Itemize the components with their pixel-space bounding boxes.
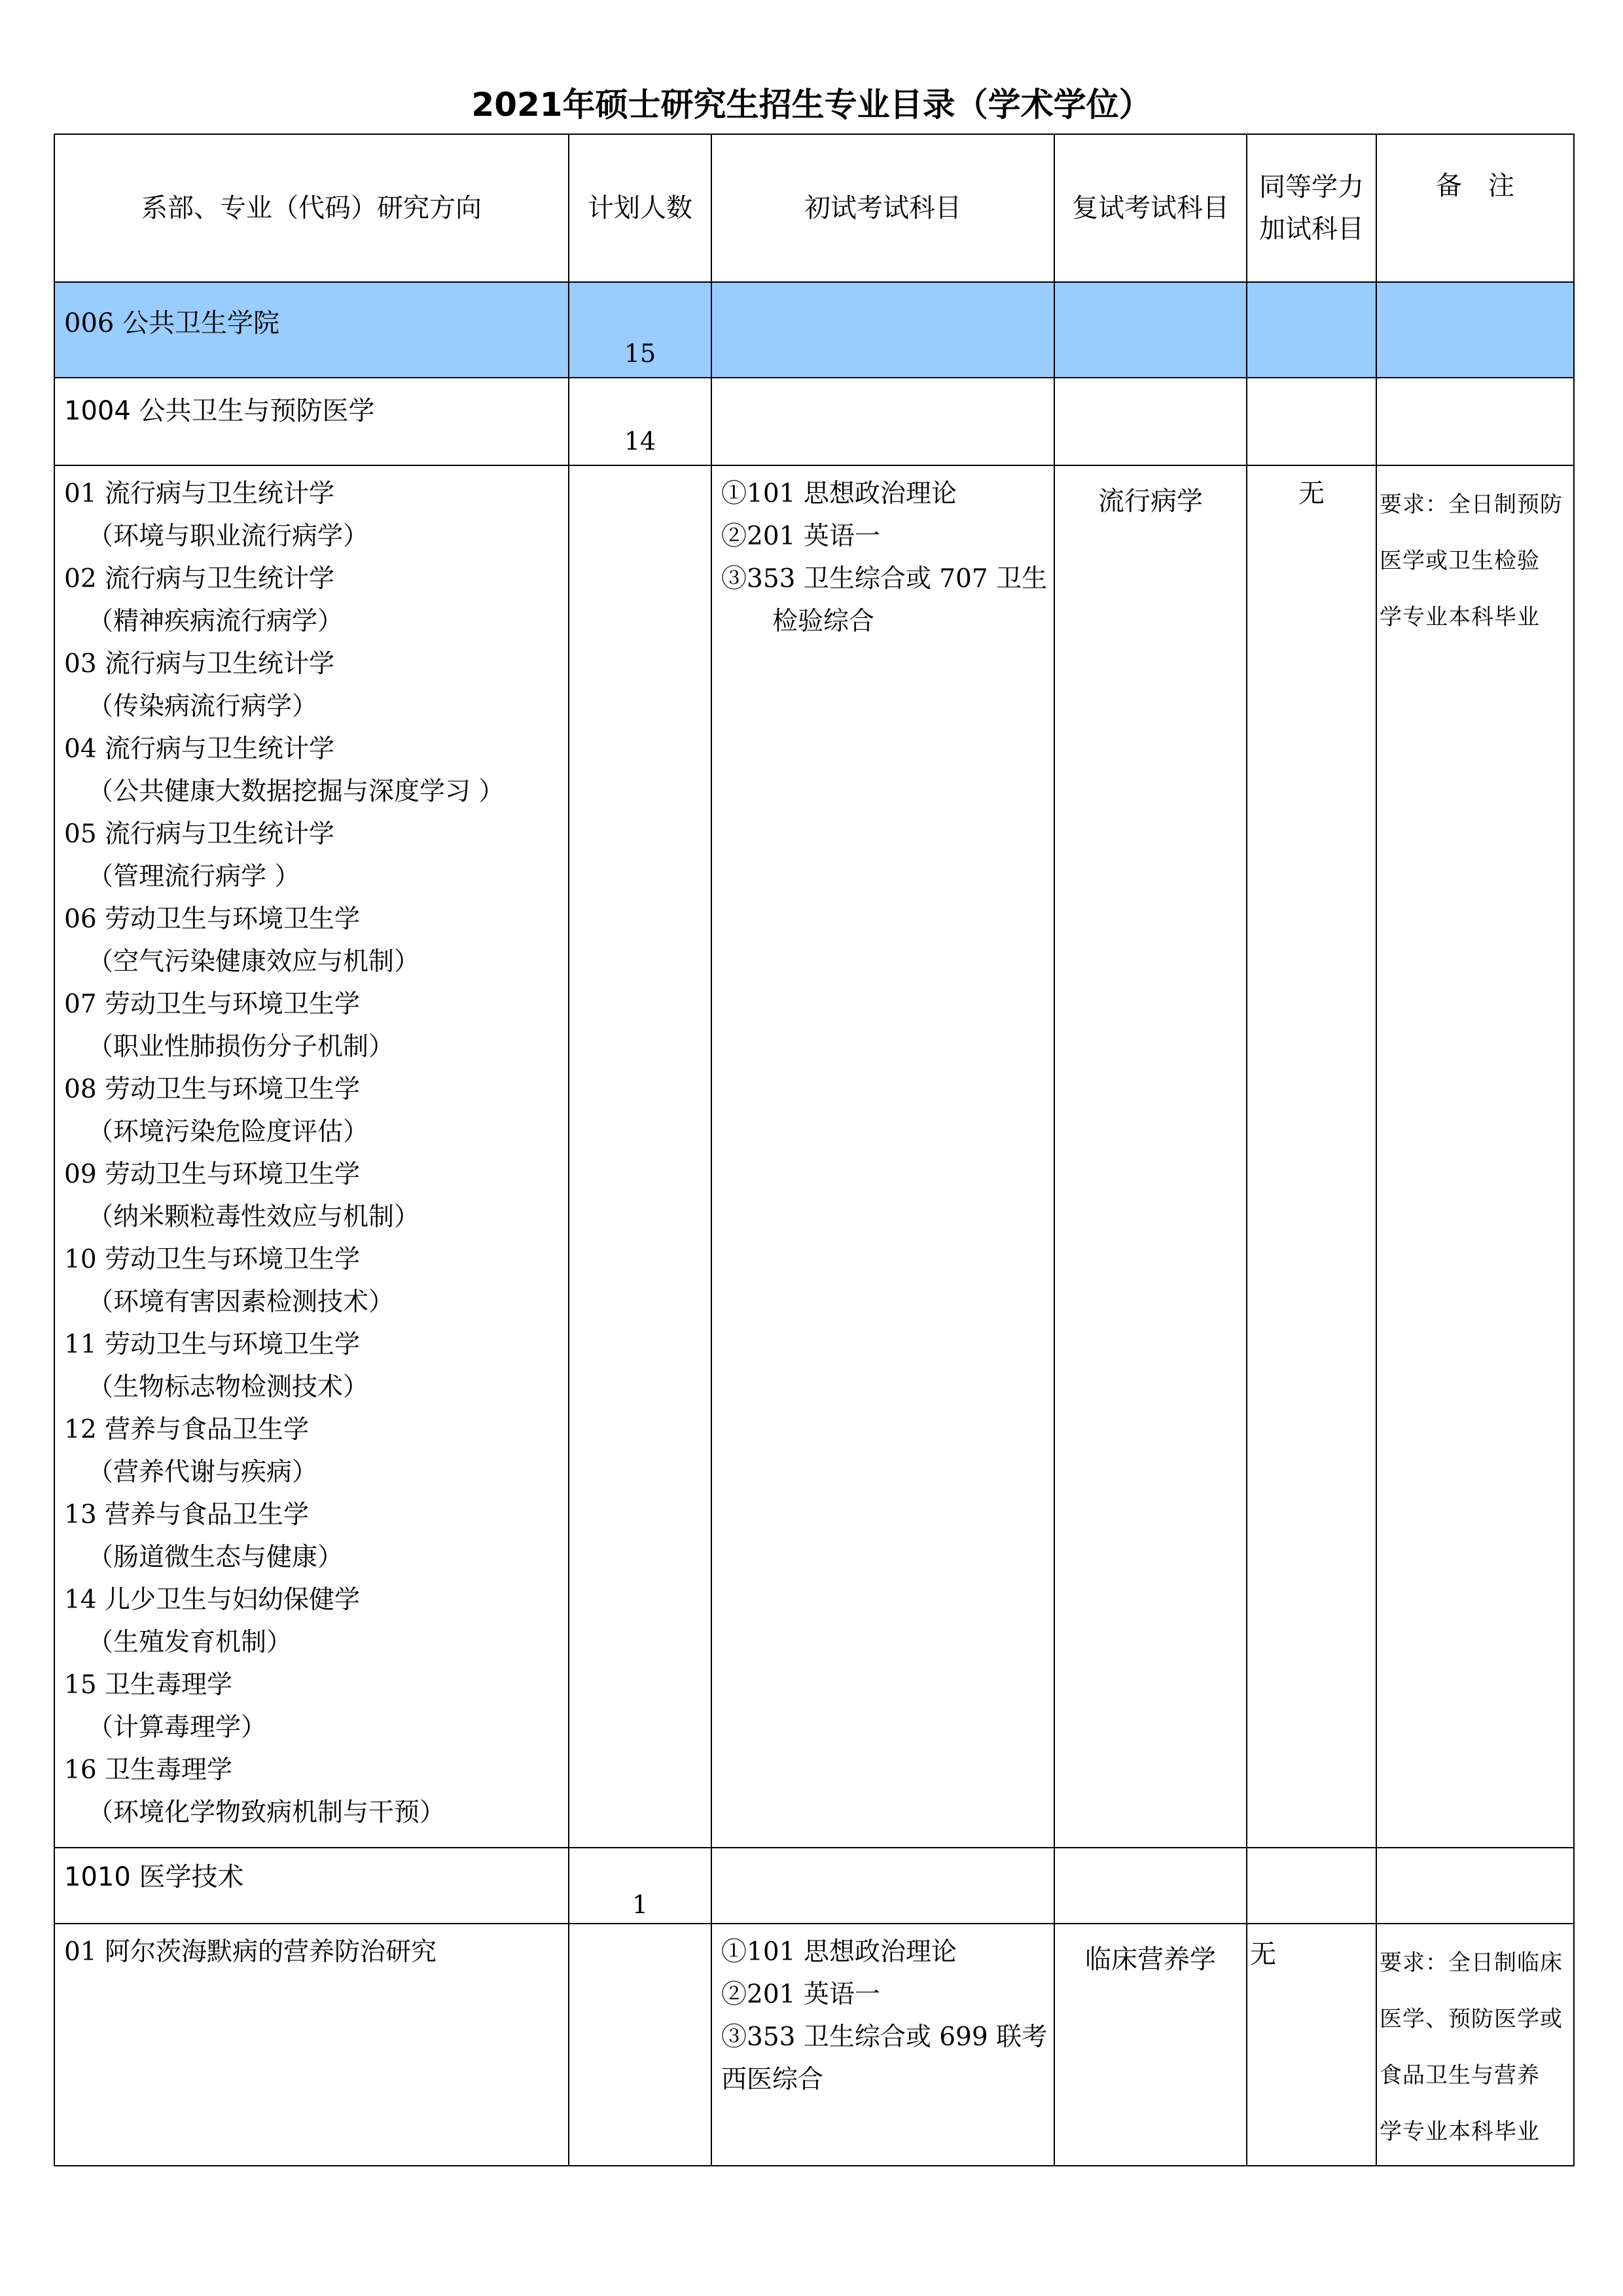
major-detail-row [54,1924,1574,2166]
exam-item: 检验综合 [772,607,875,636]
notes-cell [1376,1924,1574,2166]
page-title: 2021年硕士研究生招生专业目录（学术学位） [471,86,1152,124]
direction-sub: （营养代谢与疾病） [88,1458,318,1487]
direction-sub: （生殖发育机制） [88,1628,293,1657]
extra-exam: 无 [1247,465,1376,1848]
note-line: 医学、预防医学或 [1380,2006,1563,2032]
note-line: 学专业本科毕业 [1380,604,1540,630]
exam-item: ①101 思想政治理论 [721,479,957,509]
note-line: 食品卫生与营养 [1380,2062,1540,2089]
department-label: 006 公共卫生学院 [54,282,569,378]
major-detail-row [54,465,1574,1848]
direction-sub: （环境与职业流行病学） [88,522,369,551]
detail-plan-cell [569,1924,711,2166]
header-dept: 系部、专业（代码）研究方向 [54,134,569,282]
direction-sub: （生物标志物检测技术） [88,1372,369,1402]
major-row [54,1848,1574,1924]
major-label: 1010 医学技术 [54,1848,569,1924]
header-initial-exam: 初试考试科目 [711,134,1054,282]
direction-name: 16 卫生毒理学 [64,1755,233,1785]
direction-sub: （传染病流行病学） [88,692,318,721]
direction-sub: （空气污染健康效应与机制） [88,947,420,977]
note-line: 要求：全日制临床 [1380,1950,1563,1976]
header-plan: 计划人数 [569,134,711,282]
extra-exam: 无 [1247,1924,1376,2166]
header-row [54,134,1574,282]
exam-item: ②201 英语一 [721,1980,880,2009]
exam-item: ③353 卫生综合或 699 联考 [721,2022,1048,2052]
catalog-table [54,134,1575,2166]
direction-list [54,1924,569,2166]
major-row [54,378,1574,465]
header-notes: 备 注 [1376,134,1574,282]
department-plan: 15 [569,282,711,378]
department-row [54,282,1574,378]
header-extra-exam [1247,134,1376,282]
direction-name: 13 营养与食品卫生学 [64,1500,310,1530]
direction-name: 06 劳动卫生与环境卫生学 [64,905,361,934]
direction-sub: （公共健康大数据挖掘与深度学习 ） [88,777,505,806]
note-line: 学专业本科毕业 [1380,2119,1540,2145]
exam-item: 西医综合 [721,2065,824,2094]
retest-exam: 流行病学 [1054,465,1247,1848]
exam-item: ②201 英语一 [721,522,880,551]
exam-item: ①101 思想政治理论 [721,1937,957,1967]
direction-name: 01 阿尔茨海默病的营养防治研究 [64,1937,437,1967]
direction-sub: （职业性肺损伤分子机制） [88,1032,395,1062]
header-retest-exam: 复试考试科目 [1054,134,1247,282]
note-line: 要求：全日制预防 [1380,492,1563,518]
direction-name: 11 劳动卫生与环境卫生学 [64,1330,361,1359]
direction-sub: （纳米颗粒毒性效应与机制） [88,1202,420,1232]
major-label: 1004 公共卫生与预防医学 [54,378,569,465]
direction-name: 10 劳动卫生与环境卫生学 [64,1245,361,1274]
header-extra-line1: 同等学力 [1259,172,1364,202]
direction-name: 15 卫生毒理学 [64,1670,233,1700]
direction-list [54,465,569,1848]
direction-name: 08 劳动卫生与环境卫生学 [64,1075,361,1104]
direction-sub: （精神疾病流行病学） [88,607,344,636]
direction-name: 09 劳动卫生与环境卫生学 [64,1160,361,1189]
direction-sub: （环境污染危险度评估） [88,1117,369,1147]
direction-name: 01 流行病与卫生统计学 [64,479,335,509]
initial-exam-list [711,465,1054,1848]
direction-sub: （计算毒理学） [88,1713,267,1742]
direction-sub: （管理流行病学 ） [88,862,300,891]
retest-exam: 临床营养学 [1054,1924,1247,2166]
header-extra-line2: 加试科目 [1259,214,1364,244]
direction-name: 04 流行病与卫生统计学 [64,734,335,764]
direction-name: 12 营养与食品卫生学 [64,1415,310,1444]
note-line: 医学或卫生检验 [1380,548,1540,574]
major-plan: 14 [569,378,711,465]
direction-sub: （肠道微生态与健康） [88,1543,344,1572]
direction-name: 03 流行病与卫生统计学 [64,649,335,679]
detail-plan-cell [569,465,711,1848]
direction-sub: （环境化学物致病机制与干预） [88,1798,446,1827]
direction-name: 07 劳动卫生与环境卫生学 [64,990,361,1019]
direction-sub: （环境有害因素检测技术） [88,1287,395,1317]
exam-item: ③353 卫生综合或 707 卫生 [721,564,1048,594]
initial-exam-list [711,1924,1054,2166]
direction-name: 02 流行病与卫生统计学 [64,564,335,594]
direction-name: 05 流行病与卫生统计学 [64,819,335,849]
notes-cell [1376,465,1574,1848]
major-plan: 1 [569,1848,711,1924]
direction-name: 14 儿少卫生与妇幼保健学 [64,1585,361,1615]
